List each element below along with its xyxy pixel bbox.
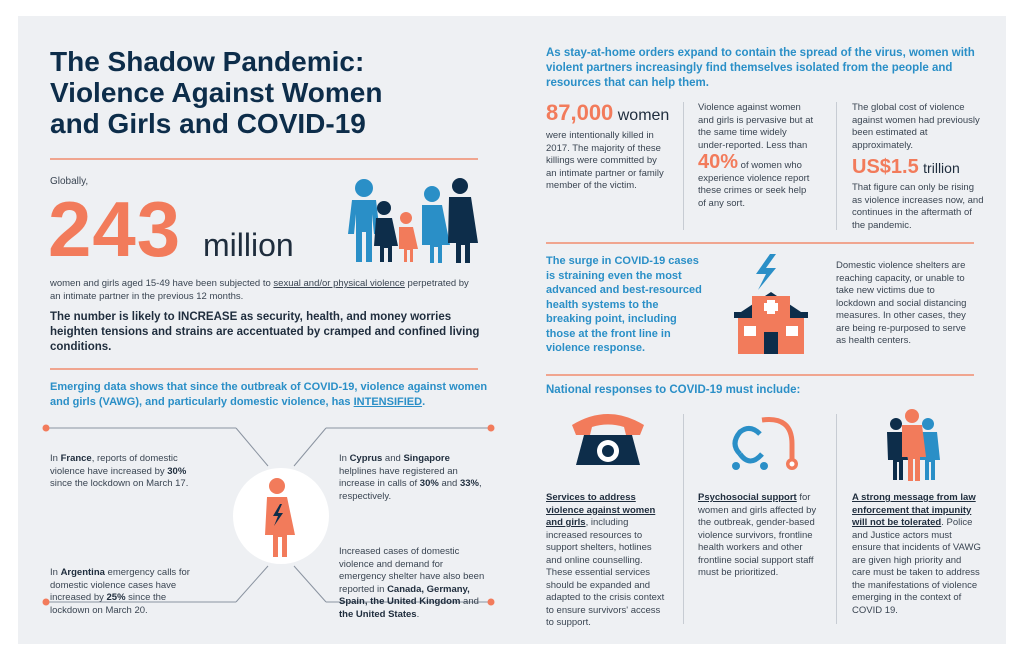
killed-description: were intentionally killed in 2017. The majority of these killings were committed by an intimate partner or family member of the victim. <box>546 130 664 191</box>
divider <box>50 158 478 160</box>
national-heading: National responses to COVID-19 must include: <box>546 384 801 396</box>
globally-label: Globally, <box>50 176 89 187</box>
psychosocial-response: Psychosocial support for women and girls affected by the outbreak, gender-based violence survivors, frontline health workers and other frontline social support staff must be prioritized. <box>698 492 817 578</box>
title-line-1: The Shadow Pandemic: <box>50 46 365 77</box>
emerging-statement: Emerging data shows that since the outbreak of COVID-19, violence against women and girls (VAWG), and particularly domestic violence, has INTENSIFIED. <box>50 381 488 408</box>
surge-heading: The surge in COVID-19 cases is straining even the most advanced and best-resourced health systems to the breaking point, including those at the front line in violence response. <box>546 255 702 354</box>
reported-stat: Violence against women and girls is pervasive but at the same time widely under-reported. Less than 40% of women who experience violence report these crimes or seek help of any sort. <box>698 102 814 209</box>
killed-number: 87,000 <box>546 100 614 125</box>
cost-number: US$1.5 <box>852 156 919 178</box>
big-number-unit: million <box>203 227 294 263</box>
killed-unit: women <box>617 107 670 124</box>
title-line-3: and Girls and COVID-19 <box>50 108 366 139</box>
telephone-icon <box>568 409 648 469</box>
hospital-lightning-icon <box>730 254 812 356</box>
cyprus-singapore-stat: In Cyprus and Singapore helplines have registered an increase in calls of 30% and 33%, respectively. <box>339 453 482 502</box>
shelters-description: Domestic violence shelters are reaching capacity, or unable to take new victims due to lockdown and social distancing measures. In other cases, they are being re-purposed to serve as health centers. <box>836 260 967 346</box>
page-title <box>50 46 470 139</box>
argentina-stat: In Argentina emergency calls for domestic violence cases have increased by 25% since the lockdown on March 20. <box>50 567 190 616</box>
woman-lightning-icon <box>252 476 302 560</box>
cost-unit: trillion <box>923 160 960 176</box>
reported-pct: 40% <box>698 151 739 173</box>
increase-statement: The number is likely to INCREASE as security, health, and money worries heighten tensions and strains are accentuated by cramped and confined living conditions. <box>50 311 480 353</box>
cost-stat: The global cost of violence against women had previously been estimated at approximately. US$1.5 trillion That figure can only be rising as violence increases now, and continues in the aftermath of the pandemic. <box>852 102 984 231</box>
stay-home-statement: As stay-at-home orders expand to contain the spread of the virus, women with violent partners increasingly find themselves isolated from the people and resources that can help them. <box>546 47 975 89</box>
services-response: Services to address violence against women and girls, including increased resources to support shelters, hotlines and online counselling. These essential services should be expanded and adapted to the crisis context to ensure survivors' access to support. <box>546 492 665 628</box>
infographic-card <box>18 16 1006 644</box>
law-enforcement-response: A strong message from law enforcement that impunity will not be tolerated. Police and Justice actors must ensure that incidents of VAWG are given high priority and care must be taken to address the manifestations of violence emerging in the context of COVID 19. <box>852 492 981 616</box>
stethoscope-icon <box>722 406 802 486</box>
title-line-2: Violence Against Women <box>50 77 383 108</box>
big-number: 243 <box>48 185 182 273</box>
globally-description: women and girls aged 15-49 have been subjected to sexual and/or physical violence perpetrated by an intimate partner in the previous 12 months. <box>50 278 469 302</box>
divider <box>546 374 974 376</box>
divider <box>50 368 478 370</box>
other-countries-stat: Increased cases of domestic violence and demand for emergency shelter have also been reported in Canada, Germany, Spain, the United Kingdom and the United States. <box>339 546 485 620</box>
france-stat: In France, reports of domestic violence have increased by 30% since the lockdown on March 17. <box>50 453 189 489</box>
killed-stat <box>546 100 676 193</box>
violence-link[interactable]: sexual and/or physical violence <box>273 278 405 289</box>
family-icon <box>344 176 484 264</box>
responders-icon <box>882 404 942 484</box>
divider <box>546 242 974 244</box>
